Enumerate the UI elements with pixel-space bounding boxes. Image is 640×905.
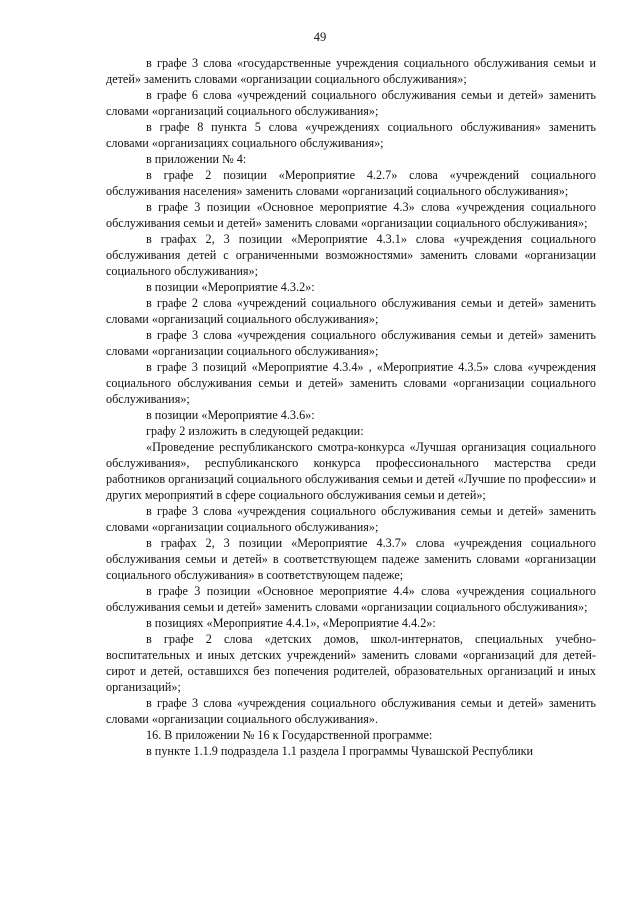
paragraph: в графе 3 слова «учреждения социального обслуживания семьи и детей» заменить словами «организации социального обслуживания»; (106, 504, 596, 534)
paragraph: в графе 3 слова «учреждения социального обслуживания семьи и детей» заменить словами «организации социального обслуживания»; (106, 328, 596, 358)
page-number: 49 (313, 30, 327, 44)
paragraph: в графах 2, 3 позиции «Мероприятие 4.3.7» слова «учреждения социального обслуживания семьи и детей» в соответствующем падеже заменить словами «организации социального обслуживания» в соответствующем падеже; (106, 536, 596, 582)
paragraph: в графе 3 слова «государственные учреждения социального обслуживания семьи и детей» заменить словами «организации социального обслуживания»; (106, 56, 596, 86)
paragraph: в приложении № 4: (146, 152, 247, 166)
paragraph: в позиции «Мероприятие 4.3.6»: (146, 408, 315, 422)
document-body (106, 55, 596, 759)
paragraph: в графе 2 слова «учреждений социального обслуживания семьи и детей» заменить словами «организаций социального обслуживания»; (106, 296, 596, 326)
paragraph: графу 2 изложить в следующей редакции: (146, 424, 364, 438)
paragraph: в графе 8 пункта 5 слова «учреждениях социального обслуживания» заменить словами «организациях социального обслуживания»; (106, 120, 596, 150)
paragraph: в позициях «Мероприятие 4.4.1», «Мероприятие 4.4.2»: (146, 616, 436, 630)
paragraph: в графе 3 позиции «Основное мероприятие 4.4» слова «учреждения социального обслуживания семьи и детей» заменить словами «организации социального обслуживания»; (106, 584, 596, 614)
paragraph: в позиции «Мероприятие 4.3.2»: (146, 280, 315, 294)
paragraph: в пункте 1.1.9 подраздела 1.1 раздела I программы Чувашской Республики (146, 744, 534, 758)
paragraph: 16. В приложении № 16 к Государственной программе: (146, 728, 433, 742)
paragraph: в графе 3 слова «учреждения социального обслуживания семьи и детей» заменить словами «организации социального обслуживания». (106, 696, 596, 726)
paragraph: в графе 2 слова «детских домов, школ-интернатов, специальных учебно-воспитательных и иных детских учреждений» заменить словами «организаций для детей-сирот и детей, оставшихся без попечения родителей, образовательных организаций и иных организаций»; (106, 632, 596, 694)
paragraph: в графах 2, 3 позиции «Мероприятие 4.3.1» слова «учреждения социального обслуживания детей с ограниченными возможностями» заменить словами «организации социального обслуживания»; (106, 232, 596, 278)
paragraph: в графе 3 позиции «Основное мероприятие 4.3» слова «учреждения социального обслуживания семьи и детей» заменить словами «организации социального обслуживания»; (106, 200, 596, 230)
paragraph: в графе 2 позиции «Мероприятие 4.2.7» слова «учреждений социального обслуживания населения» заменить словами «организаций социального обслуживания»; (106, 168, 596, 198)
paragraph: в графе 6 слова «учреждений социального обслуживания семьи и детей» заменить словами «организаций социального обслуживания»; (106, 88, 596, 118)
paragraph: в графе 3 позиций «Мероприятие 4.3.4» , «Мероприятие 4.3.5» слова «учреждения социального обслуживания семьи и детей» заменить словами «организации социального обслуживания»; (106, 360, 596, 406)
paragraph: «Проведение республиканского смотра-конкурса «Лучшая организация социального обслуживания», республиканского конкурса профессионального мастерства среди работников организаций социального обслуживания семьи и детей «Лучшие по профессии» и других мероприятий в сфере социального обслуживания семьи и детей»; (106, 440, 596, 502)
